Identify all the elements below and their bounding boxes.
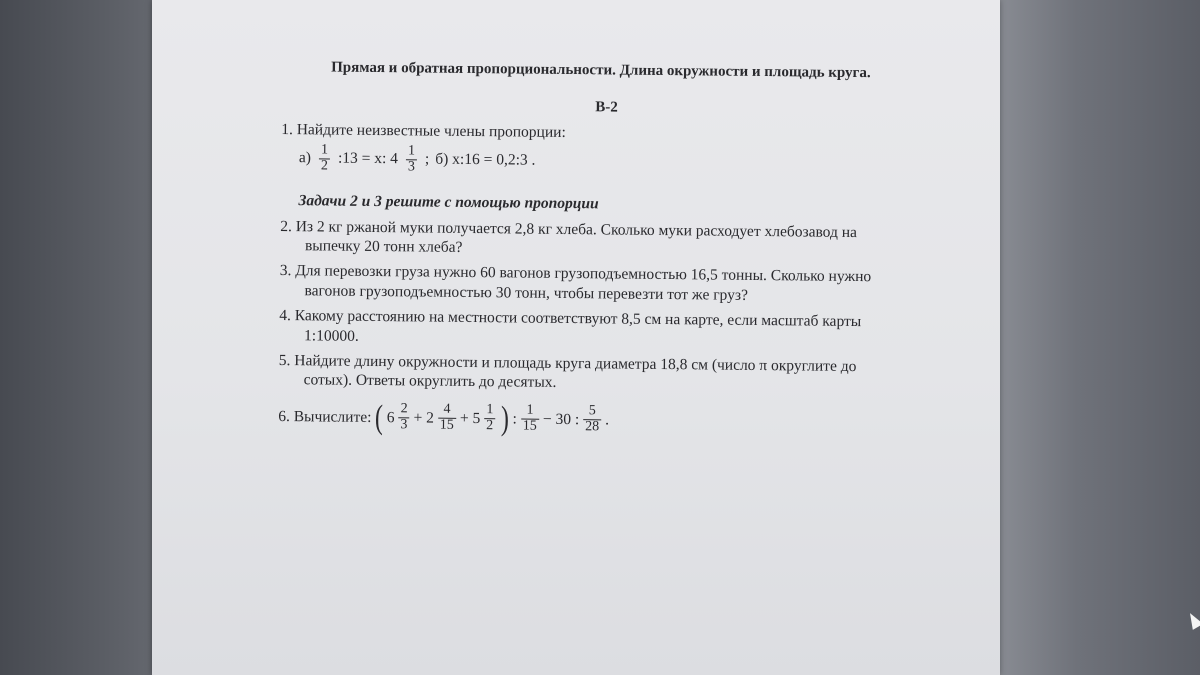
- task-4-line-2: 1:10000.: [304, 326, 359, 345]
- numerator: 2: [400, 401, 408, 417]
- end-period: .: [605, 411, 610, 429]
- denominator: 2: [320, 157, 329, 174]
- fraction: [521, 404, 539, 435]
- task-3: [279, 261, 929, 307]
- numerator: 1: [321, 142, 329, 158]
- denominator: 3: [400, 417, 408, 433]
- task-2-line-2: выпечку 20 тонн хлеба?: [304, 237, 463, 256]
- fraction: [319, 143, 330, 173]
- denominator: 2: [486, 418, 494, 434]
- task-1-b: б) x:16 = 0,2:3 .: [435, 150, 536, 170]
- fraction: [398, 403, 409, 433]
- numerator: 1: [407, 143, 416, 159]
- task-4-line-1: 4. Какому расстоянию на местности соответствуют 8,5 см на карте, если масштаб карты: [279, 307, 862, 331]
- task-5: [279, 351, 929, 397]
- whole-part: 6: [386, 409, 395, 427]
- task-2: [280, 217, 930, 263]
- section-note: Задачи 2 и 3 решите с помощью пропорции: [298, 192, 599, 213]
- fraction: [406, 144, 417, 174]
- right-paren: ): [500, 399, 510, 438]
- task-1-a-label: а): [298, 149, 312, 167]
- fraction: [484, 404, 495, 434]
- task-5-line-2: сотых). Ответы округлить до десятых.: [303, 371, 557, 392]
- variant-label: В-2: [595, 99, 618, 116]
- operator-plus: + 5: [459, 409, 481, 428]
- background-right: [995, 0, 1200, 675]
- denominator: 15: [522, 418, 537, 434]
- operator-minus-divide: − 30 :: [542, 410, 580, 429]
- background-left: [0, 0, 170, 675]
- task-4: [279, 306, 929, 352]
- numerator: 1: [526, 403, 534, 419]
- denominator: 28: [585, 419, 600, 435]
- numerator: 4: [443, 402, 451, 418]
- document-content: [278, 58, 932, 440]
- task-1-text: 1. Найдите неизвестные члены пропорции:: [281, 120, 566, 141]
- task-5-line-1: 5. Найдите длину окружности и площадь круга диаметра 18,8 см (число π округлите до: [278, 351, 857, 375]
- task-1: [281, 119, 932, 180]
- task-1-separator: ;: [424, 150, 430, 168]
- task-1-a-middle: :13 = x: 4: [337, 149, 399, 168]
- task-2-line-1: 2. Из 2 кг ржаной муки получается 2,8 кг хлеба. Сколько муки расходует хлебозавод на: [280, 217, 858, 241]
- page-title: Прямая и обратная пропорциональности. Длина окружности и площадь круга.: [331, 59, 871, 82]
- left-paren: (: [374, 398, 384, 436]
- numerator: 1: [486, 402, 494, 418]
- task-1-equations: [281, 143, 931, 180]
- operator-plus: + 2: [413, 409, 434, 427]
- denominator: 15: [439, 417, 454, 433]
- denominator: 3: [407, 158, 415, 174]
- task-6: [278, 400, 928, 441]
- task-3-line-2: вагонов грузоподъемностью 30 тонн, чтобы перевезти тот же груз?: [304, 281, 748, 304]
- task-6-label: 6. Вычислите:: [278, 407, 372, 426]
- operator-divide: :: [512, 410, 518, 428]
- document-page: [152, 0, 1000, 675]
- numerator: 5: [588, 403, 596, 419]
- fraction: [583, 405, 601, 436]
- task-3-line-1: 3. Для перевозки груза нужно 60 вагонов грузоподъемностью 16,5 тонны. Сколько нужно: [279, 262, 872, 286]
- fraction: [438, 403, 456, 434]
